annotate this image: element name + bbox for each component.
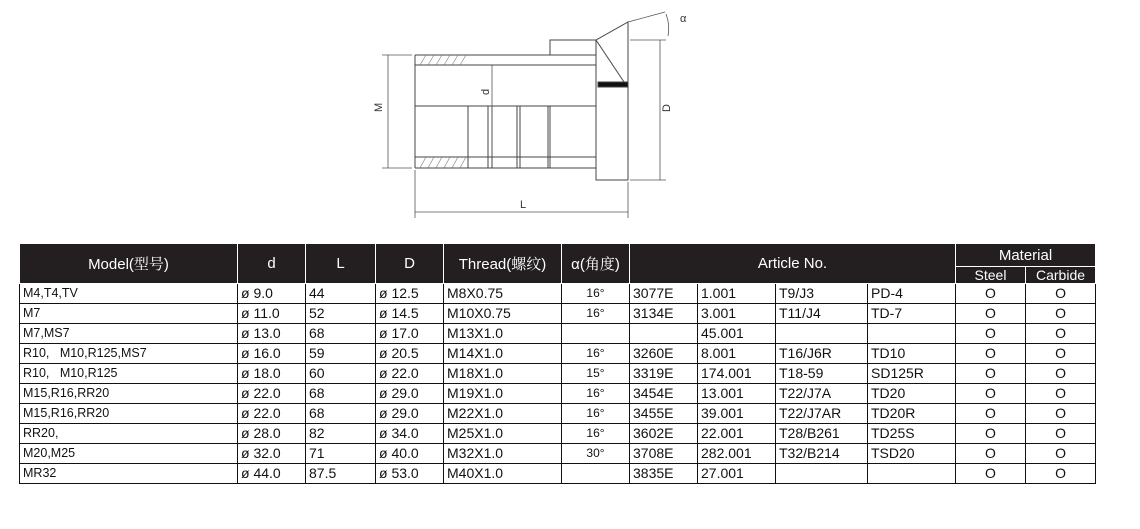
cell-d: ø 22.0 <box>238 404 306 424</box>
header-D: D <box>376 244 444 284</box>
cell-d: ø 11.0 <box>238 304 306 324</box>
cell-article-2: 45.001 <box>698 324 776 344</box>
cell-angle: 30° <box>562 444 630 464</box>
cell-steel: O <box>956 284 1026 304</box>
cell-d: ø 16.0 <box>238 344 306 364</box>
dim-label-D: D <box>661 104 673 112</box>
cell-d: ø 18.0 <box>238 364 306 384</box>
cell-carbide: O <box>1026 324 1096 344</box>
header-d: d <box>238 244 306 284</box>
cell-angle: 16° <box>562 424 630 444</box>
cell-carbide: O <box>1026 284 1096 304</box>
cell-angle: 16° <box>562 284 630 304</box>
table-row <box>20 404 1096 424</box>
cell-article-4: TD-7 <box>868 304 956 324</box>
cell-D: ø 17.0 <box>376 324 444 344</box>
table-row <box>20 464 1096 484</box>
cell-L: 82 <box>306 424 376 444</box>
cell-article-4 <box>868 464 956 484</box>
header-material: Material <box>956 244 1096 267</box>
cell-steel: O <box>956 364 1026 384</box>
table-row <box>20 344 1096 364</box>
cell-d: ø 9.0 <box>238 284 306 304</box>
cell-thread: M19X1.0 <box>444 384 562 404</box>
cell-article-4: TD20 <box>868 384 956 404</box>
cell-article-3 <box>776 324 868 344</box>
cell-article-2: 1.001 <box>698 284 776 304</box>
cell-article-3: T18-59 <box>776 364 868 384</box>
cell-D: ø 12.5 <box>376 284 444 304</box>
cell-article-2: 174.001 <box>698 364 776 384</box>
cell-carbide: O <box>1026 304 1096 324</box>
cell-article-2: 39.001 <box>698 404 776 424</box>
cell-steel: O <box>956 384 1026 404</box>
cell-thread: M22X1.0 <box>444 404 562 424</box>
collet-drawing <box>360 0 700 225</box>
cell-model: M7,MS7 <box>20 324 238 344</box>
cell-L: 87.5 <box>306 464 376 484</box>
dim-label-d: d <box>480 88 492 95</box>
cell-article-1: 3455E <box>630 404 698 424</box>
cell-article-1: 3134E <box>630 304 698 324</box>
cell-thread: M10X0.75 <box>444 304 562 324</box>
cell-d: ø 44.0 <box>238 464 306 484</box>
cell-L: 68 <box>306 324 376 344</box>
cell-article-2: 282.001 <box>698 444 776 464</box>
cell-d: ø 32.0 <box>238 444 306 464</box>
cell-article-2: 3.001 <box>698 304 776 324</box>
cell-angle: 16° <box>562 404 630 424</box>
cell-carbide: O <box>1026 404 1096 424</box>
cell-model: M7 <box>20 304 238 324</box>
cell-thread: M25X1.0 <box>444 424 562 444</box>
cell-angle: 15° <box>562 364 630 384</box>
header-thread: Thread(螺纹) <box>444 244 562 284</box>
header-L: L <box>306 244 376 284</box>
header-carbide: Carbide <box>1026 267 1096 284</box>
table-row <box>20 364 1096 384</box>
cell-L: 59 <box>306 344 376 364</box>
cell-D: ø 34.0 <box>376 424 444 444</box>
cell-article-4: SD125R <box>868 364 956 384</box>
cell-D: ø 20.5 <box>376 344 444 364</box>
cell-article-4 <box>868 324 956 344</box>
cell-L: 44 <box>306 284 376 304</box>
table-row <box>20 304 1096 324</box>
cell-model: M4,T4,TV <box>20 284 238 304</box>
cell-thread: M18X1.0 <box>444 364 562 384</box>
table-row <box>20 384 1096 404</box>
cell-L: 60 <box>306 364 376 384</box>
cell-steel: O <box>956 344 1026 364</box>
cell-article-4: TD10 <box>868 344 956 364</box>
cell-model: RR20, <box>20 424 238 444</box>
cell-angle <box>562 324 630 344</box>
cell-L: 68 <box>306 404 376 424</box>
cell-model: MR32 <box>20 464 238 484</box>
cell-article-2: 22.001 <box>698 424 776 444</box>
cell-model: R10, M10,R125 <box>20 364 238 384</box>
cell-article-2: 8.001 <box>698 344 776 364</box>
cell-angle: 16° <box>562 344 630 364</box>
cell-steel: O <box>956 444 1026 464</box>
cell-angle: 16° <box>562 304 630 324</box>
spec-table <box>19 243 1096 484</box>
cell-article-4: PD-4 <box>868 284 956 304</box>
cell-article-1: 3319E <box>630 364 698 384</box>
cell-carbide: O <box>1026 344 1096 364</box>
cell-carbide: O <box>1026 384 1096 404</box>
cell-D: ø 22.0 <box>376 364 444 384</box>
cell-L: 68 <box>306 384 376 404</box>
cell-article-3: T22/J7AR <box>776 404 868 424</box>
cell-steel: O <box>956 404 1026 424</box>
cell-carbide: O <box>1026 364 1096 384</box>
cell-thread: M14X1.0 <box>444 344 562 364</box>
header-article: Article No. <box>630 244 956 284</box>
cell-thread: M32X1.0 <box>444 444 562 464</box>
cell-article-1: 3260E <box>630 344 698 364</box>
cell-article-4: TD20R <box>868 404 956 424</box>
cell-angle: 16° <box>562 384 630 404</box>
cell-carbide: O <box>1026 424 1096 444</box>
table-row <box>20 284 1096 304</box>
cell-article-3: T32/B214 <box>776 444 868 464</box>
cell-article-3: T28/B261 <box>776 424 868 444</box>
cell-D: ø 53.0 <box>376 464 444 484</box>
dim-label-alpha: α <box>680 13 687 25</box>
cell-L: 71 <box>306 444 376 464</box>
cell-article-4: TSD20 <box>868 444 956 464</box>
cell-model: M20,M25 <box>20 444 238 464</box>
cell-D: ø 14.5 <box>376 304 444 324</box>
dim-label-M: M <box>373 102 385 112</box>
cell-d: ø 13.0 <box>238 324 306 344</box>
cell-model: M15,R16,RR20 <box>20 404 238 424</box>
cell-article-4: TD25S <box>868 424 956 444</box>
cell-D: ø 29.0 <box>376 404 444 424</box>
cell-steel: O <box>956 304 1026 324</box>
cell-article-3: T16/J6R <box>776 344 868 364</box>
table-row <box>20 324 1096 344</box>
header-steel: Steel <box>956 267 1026 284</box>
cell-article-1: 3708E <box>630 444 698 464</box>
cell-article-3: T9/J3 <box>776 284 868 304</box>
dim-label-L: L <box>520 199 527 211</box>
cell-thread: M13X1.0 <box>444 324 562 344</box>
cell-thread: M40X1.0 <box>444 464 562 484</box>
cell-article-1: 3077E <box>630 284 698 304</box>
cell-D: ø 29.0 <box>376 384 444 404</box>
table-row <box>20 424 1096 444</box>
table-row <box>20 444 1096 464</box>
cell-model: M15,R16,RR20 <box>20 384 238 404</box>
cell-article-1 <box>630 324 698 344</box>
cell-article-1: 3602E <box>630 424 698 444</box>
cell-model: R10, M10,R125,MS7 <box>20 344 238 364</box>
cell-L: 52 <box>306 304 376 324</box>
cell-article-1: 3454E <box>630 384 698 404</box>
cell-d: ø 28.0 <box>238 424 306 444</box>
cell-steel: O <box>956 424 1026 444</box>
cell-article-3 <box>776 464 868 484</box>
cell-article-3: T22/J7A <box>776 384 868 404</box>
header-angle: α(角度) <box>562 244 630 284</box>
header-model: Model(型号) <box>20 244 238 284</box>
cell-d: ø 22.0 <box>238 384 306 404</box>
cell-steel: O <box>956 464 1026 484</box>
cell-steel: O <box>956 324 1026 344</box>
cell-carbide: O <box>1026 444 1096 464</box>
cell-D: ø 40.0 <box>376 444 444 464</box>
cell-thread: M8X0.75 <box>444 284 562 304</box>
cell-carbide: O <box>1026 464 1096 484</box>
cell-angle <box>562 464 630 484</box>
cell-article-2: 27.001 <box>698 464 776 484</box>
cell-article-3: T11/J4 <box>776 304 868 324</box>
cell-article-1: 3835E <box>630 464 698 484</box>
cell-article-2: 13.001 <box>698 384 776 404</box>
